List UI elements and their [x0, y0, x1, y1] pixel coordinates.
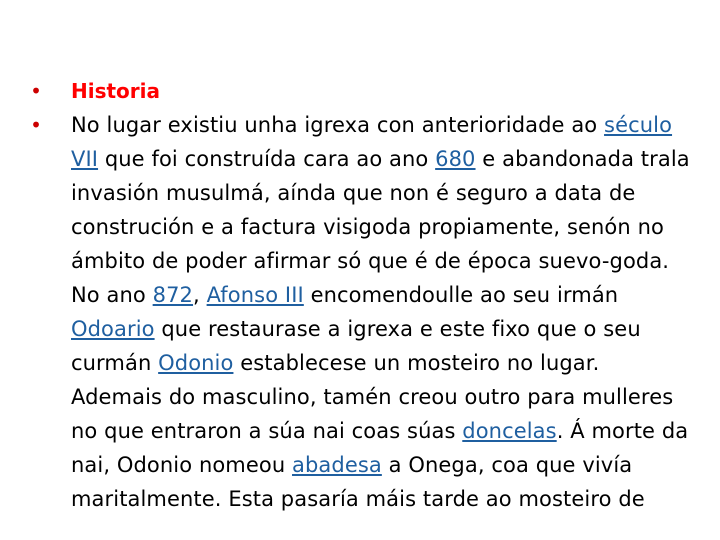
bullet-list: [26, 74, 696, 516]
bullet-dot-icon: •: [30, 113, 42, 137]
link-odoario[interactable]: Odoario: [71, 317, 155, 341]
paragraph-text: establecese un mosteiro no lugar. Ademais do masculino, tamén creou outro para mulleres no que entraron a súa nai coas súas: [71, 351, 674, 443]
link-abadesa[interactable]: abadesa: [292, 453, 382, 477]
bullet-dot-icon: •: [30, 79, 42, 103]
paragraph-text: que foi construída cara ao ano: [98, 147, 436, 171]
link-odonio[interactable]: Odonio: [158, 351, 234, 375]
paragraph-text: ,: [193, 283, 207, 307]
link-seculo-vii[interactable]: século VII: [71, 113, 673, 171]
section-heading: Historia: [71, 79, 161, 103]
paragraph-text: que restaurase a igrexa e este fixo que o seu curmán: [71, 317, 641, 375]
paragraph-text: encomendoulle ao seu irmán: [303, 283, 619, 307]
paragraph-text: a Onega, coa que vivía maritalmente. Esta pasaría máis tarde ao mosteiro de: [71, 453, 645, 511]
link-680[interactable]: 680: [435, 147, 476, 171]
paragraph-text: No lugar existiu unha igrexa con anterioridade ao: [71, 113, 605, 137]
history-paragraph: [71, 113, 690, 511]
bullet-item-paragraph: [26, 108, 696, 516]
link-doncelas[interactable]: doncelas: [462, 419, 557, 443]
link-872[interactable]: 872: [152, 283, 194, 307]
paragraph-text: e abandonada trala invasión musulmá, aínda que non é seguro a data de construción e a factura visigoda propiamente, senón no ámbito de poder afirmar só que é de época suevo-goda. No ano: [71, 147, 690, 307]
bullet-item-historia: [26, 74, 696, 108]
link-afonso-iii[interactable]: Afonso III: [206, 283, 304, 307]
paragraph-text: . Á morte da nai, Odonio nomeou: [71, 419, 689, 477]
